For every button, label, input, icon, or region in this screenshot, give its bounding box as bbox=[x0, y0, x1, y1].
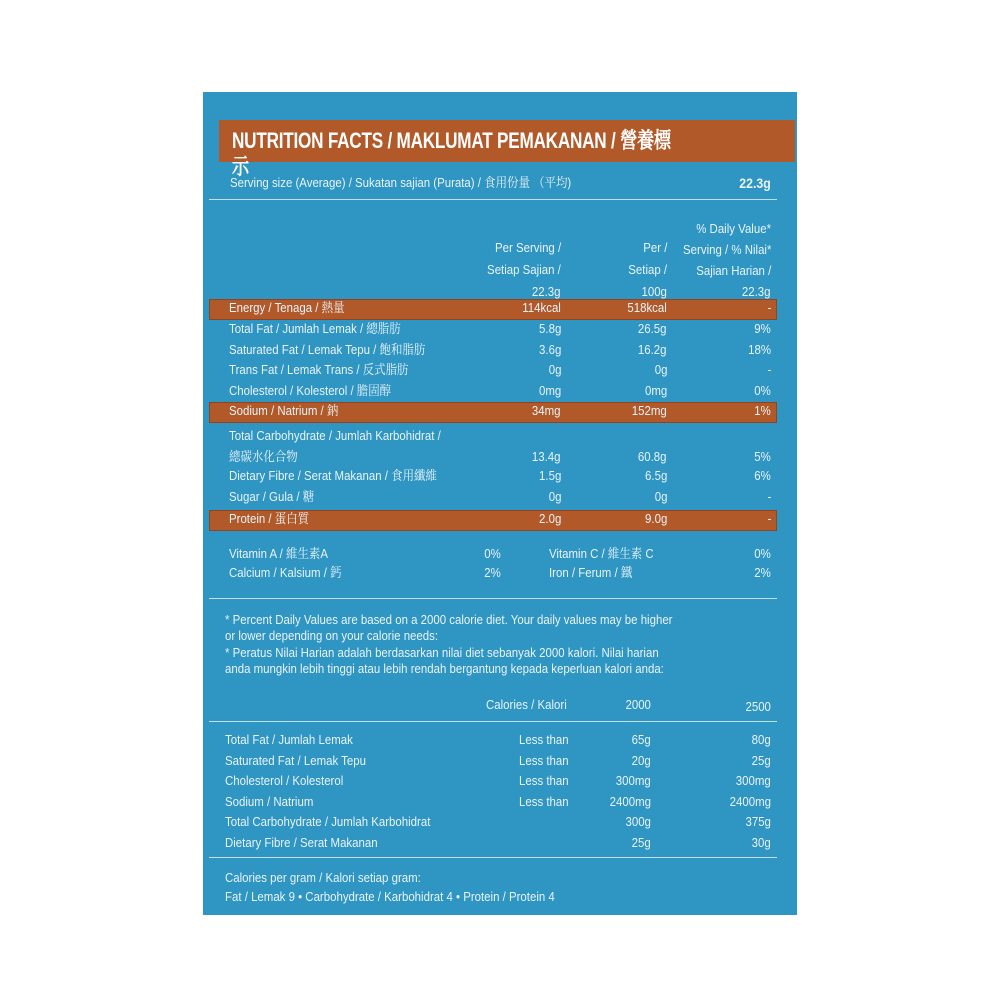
reference-qualifier: Less than bbox=[519, 794, 569, 809]
reference-qualifier: Less than bbox=[519, 732, 569, 747]
nutrient-label: Cholesterol / Kolesterol / 膽固醇 bbox=[229, 383, 392, 398]
nutrient-per-100g: 16.2g bbox=[638, 342, 667, 357]
title-banner bbox=[219, 120, 795, 179]
nutrient-per-serving: 0mg bbox=[538, 383, 561, 398]
reference-2500-value: 80g bbox=[751, 732, 771, 747]
nutrient-per-100g: 0mg bbox=[644, 383, 667, 398]
divider bbox=[209, 598, 777, 599]
nutrient-daily-value: - bbox=[767, 362, 771, 377]
nutrient-daily-value: 0% bbox=[754, 383, 771, 398]
nutrient-daily-value: - bbox=[767, 489, 771, 504]
reference-nutrient: Sodium / Natrium bbox=[225, 794, 314, 809]
reference-nutrient: Total Fat / Jumlah Lemak bbox=[225, 732, 353, 747]
reference-2500-value: 2400mg bbox=[729, 794, 771, 809]
serving-size-label: Serving size (Average) / Sukatan sajian (Purata) / 食用份量 （平均) bbox=[230, 175, 572, 190]
reference-2000-value: 65g bbox=[631, 732, 651, 747]
reference-2000-value: 20g bbox=[631, 753, 651, 768]
iron-label: Iron / Ferum / 鐵 bbox=[549, 565, 633, 580]
nutrient-label: Total Fat / Jumlah Lemak / 總脂肪 bbox=[229, 321, 401, 336]
nutrient-daily-value: 1% bbox=[754, 403, 771, 418]
header-dv-3: Sajian Harian / bbox=[695, 263, 771, 278]
header-dv-4: 22.3g bbox=[742, 284, 771, 299]
nutrient-per-100g: 518kcal bbox=[627, 300, 667, 315]
nutrient-daily-value: 18% bbox=[748, 342, 771, 357]
header-per-100g-3: 100g bbox=[641, 284, 667, 299]
reference-qualifier: Less than bbox=[519, 773, 569, 788]
nutrient-label: Trans Fat / Lemak Trans / 反式脂肪 bbox=[229, 362, 409, 377]
divider bbox=[209, 721, 777, 722]
nutrient-per-100g: 26.5g bbox=[638, 321, 667, 336]
nutrient-per-100g: 60.8g bbox=[638, 449, 667, 464]
nutrient-per-100g: 0g bbox=[654, 362, 667, 377]
nutrient-per-serving: 1.5g bbox=[538, 468, 561, 483]
nutrient-daily-value: 5% bbox=[754, 449, 771, 464]
footnote-line: * Percent Daily Values are based on a 2000 calorie diet. Your daily values may be higher bbox=[225, 612, 673, 627]
nutrient-label: Protein / 蛋白質 bbox=[229, 511, 310, 526]
nutrient-label: Sodium / Natrium / 鈉 bbox=[229, 403, 339, 418]
vitamin-c-value: 0% bbox=[754, 546, 771, 561]
reference-nutrient: Dietary Fibre / Serat Makanan bbox=[225, 835, 378, 850]
nutrient-per-serving: 0g bbox=[548, 489, 561, 504]
nutrient-daily-value: 9% bbox=[754, 321, 771, 336]
header-per-serving-3: 22.3g bbox=[532, 284, 561, 299]
reference-qualifier: Less than bbox=[519, 753, 569, 768]
nutrient-label: Saturated Fat / Lemak Tepu / 飽和脂肪 bbox=[229, 342, 426, 357]
calories-per-gram-values: Fat / Lemak 9 • Carbohydrate / Karbohidrat 4 • Protein / Protein 4 bbox=[225, 889, 555, 904]
nutrient-per-100g: 152mg bbox=[632, 403, 667, 418]
reference-2500-value: 30g bbox=[751, 835, 771, 850]
nutrient-per-100g: 0g bbox=[654, 489, 667, 504]
panel-title: NUTRITION FACTS / MAKLUMAT PEMAKANAN / 營養標示 bbox=[232, 128, 671, 179]
nutrient-per-serving: 13.4g bbox=[532, 449, 561, 464]
calcium-label: Calcium / Kalsium / 鈣 bbox=[229, 565, 342, 580]
nutrient-daily-value: 6% bbox=[754, 468, 771, 483]
reference-2500-value: 300mg bbox=[736, 773, 771, 788]
footnote-line: * Peratus Nilai Harian adalah berdasarkan nilai diet sebanyak 2000 kalori. Nilai harian bbox=[225, 645, 659, 660]
reference-2000-header: 2000 bbox=[625, 697, 651, 712]
reference-calories-label: Calories / Kalori bbox=[486, 697, 567, 712]
nutrient-label: Energy / Tenaga / 熱量 bbox=[229, 300, 345, 315]
reference-2000-value: 2400mg bbox=[609, 794, 651, 809]
divider bbox=[209, 857, 777, 858]
header-per-100g-2: Setiap / bbox=[628, 262, 667, 277]
calcium-value: 2% bbox=[484, 565, 501, 580]
reference-2500-value: 375g bbox=[745, 814, 771, 829]
serving-size-value: 22.3g bbox=[739, 175, 771, 191]
nutrient-label: Sugar / Gula / 糖 bbox=[229, 489, 315, 504]
nutrition-panel bbox=[203, 92, 797, 915]
reference-nutrient: Cholesterol / Kolesterol bbox=[225, 773, 344, 788]
vitamin-c-label: Vitamin C / 維生素 C bbox=[549, 546, 654, 561]
header-per-serving-2: Setiap Sajian / bbox=[487, 262, 561, 277]
vitamin-a-value: 0% bbox=[484, 546, 501, 561]
nutrient-per-100g: 6.5g bbox=[644, 468, 667, 483]
reference-2000-value: 25g bbox=[631, 835, 651, 850]
reference-2000-value: 300mg bbox=[616, 773, 651, 788]
reference-nutrient: Saturated Fat / Lemak Tepu bbox=[225, 753, 366, 768]
nutrient-per-serving: 2.0g bbox=[538, 511, 561, 526]
header-dv-2: Serving / % Nilai* bbox=[682, 242, 771, 257]
nutrient-per-serving: 5.8g bbox=[538, 321, 561, 336]
nutrient-per-serving: 3.6g bbox=[538, 342, 561, 357]
header-dv-1: % Daily Value* bbox=[696, 221, 771, 236]
reference-2500-header: 2500 bbox=[745, 699, 771, 714]
header-per-serving-1: Per Serving / bbox=[494, 240, 561, 255]
vitamin-a-label: Vitamin A / 維生素A bbox=[229, 546, 328, 561]
reference-nutrient: Total Carbohydrate / Jumlah Karbohidrat bbox=[225, 814, 431, 829]
nutrient-label: Total Carbohydrate / Jumlah Karbohidrat / bbox=[229, 428, 441, 443]
iron-value: 2% bbox=[754, 565, 771, 580]
reference-2000-value: 300g bbox=[625, 814, 651, 829]
divider bbox=[209, 199, 777, 200]
nutrient-label-continued: 總碳水化合物 bbox=[229, 449, 298, 464]
nutrient-per-100g: 9.0g bbox=[644, 511, 667, 526]
nutrient-per-serving: 34mg bbox=[532, 403, 561, 418]
nutrient-daily-value: - bbox=[767, 300, 771, 315]
reference-2500-value: 25g bbox=[751, 753, 771, 768]
header-per-100g-1: Per / bbox=[642, 240, 667, 255]
footnote-line: or lower depending on your calorie needs: bbox=[225, 628, 439, 643]
nutrient-daily-value: - bbox=[767, 511, 771, 526]
calories-per-gram-title: Calories per gram / Kalori setiap gram: bbox=[225, 870, 421, 885]
footnote-line: anda mungkin lebih tinggi atau lebih rendah bergantung kepada keperluan kalori anda: bbox=[225, 661, 664, 676]
nutrient-per-serving: 0g bbox=[548, 362, 561, 377]
nutrient-per-serving: 114kcal bbox=[522, 300, 561, 315]
nutrient-label: Dietary Fibre / Serat Makanan / 食用纖維 bbox=[229, 468, 437, 483]
